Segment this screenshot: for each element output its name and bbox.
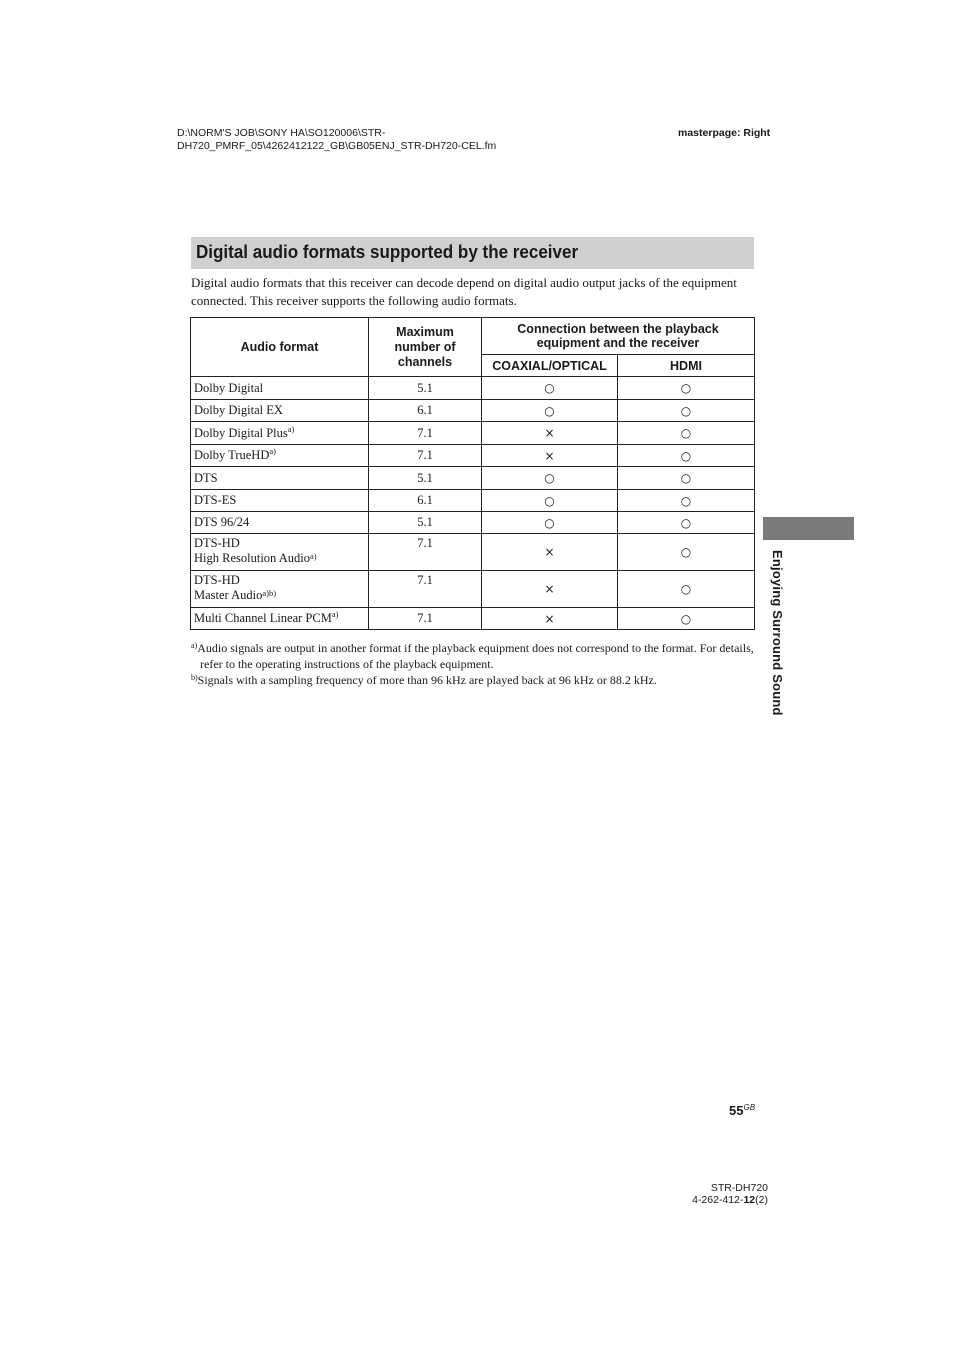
hdmi-support: ○: [618, 512, 755, 534]
header-hdmi: HDMI: [618, 355, 755, 377]
channels-cell: 5.1: [369, 377, 482, 400]
audio-formats-table: [190, 317, 755, 630]
header-connection-text: Connection between the playback equipment and the receiver: [517, 322, 719, 350]
table-row: [191, 422, 755, 445]
channels-cell: 7.1: [369, 445, 482, 467]
channels-cell: 5.1: [369, 467, 482, 490]
table-row: [191, 400, 755, 422]
file-path-line-2: DH720_PMRF_05\4262412122_GB\GB05ENJ_STR-DH720-CEL.fm: [177, 139, 497, 152]
coaxial-support: ×: [482, 422, 618, 445]
coaxial-support: ○: [482, 400, 618, 422]
section-banner: [191, 237, 754, 269]
format-cell: [191, 445, 369, 467]
footnote-a: [191, 640, 756, 672]
channels-cell: 6.1: [369, 400, 482, 422]
hdmi-support: ○: [618, 490, 755, 512]
header-max-channels-text: Maximum number of channels: [394, 324, 456, 369]
footnote-ref: a): [287, 423, 295, 434]
format-name: DTS 96/24: [194, 515, 250, 529]
table-row: [191, 534, 755, 571]
footnote-text: Signals with a sampling frequency of more than 96 kHz are played back at 96 kHz or 88.2 kHz.: [197, 673, 657, 687]
footnote-mark: a): [191, 641, 198, 650]
table-row: [191, 571, 755, 608]
footer-code-bold: 12: [743, 1194, 756, 1206]
masterpage-label: masterpage: Right: [678, 127, 771, 139]
section-title: Digital audio formats supported by the receiver: [196, 241, 579, 262]
format-cell: [191, 571, 369, 608]
coaxial-support: ×: [482, 608, 618, 630]
hdmi-support: ○: [618, 608, 755, 630]
page-number-value: 55: [729, 1103, 744, 1118]
table-row: [191, 467, 755, 490]
footnote-ref: a): [331, 609, 339, 619]
coaxial-support: ○: [482, 377, 618, 400]
footnote-b: [191, 672, 756, 688]
format-name: DTS-ES: [194, 493, 237, 507]
footer-code: [640, 1194, 768, 1206]
channels-cell: 5.1: [369, 512, 482, 534]
format-cell: [191, 467, 369, 490]
table-row: [191, 608, 755, 630]
header-connection: [482, 318, 755, 355]
coaxial-support: ×: [482, 571, 618, 608]
format-name: Dolby Digital EX: [194, 403, 283, 417]
format-name: DTS: [194, 470, 218, 485]
footnote-mark: b): [191, 673, 198, 682]
page-number-suffix: GB: [743, 1103, 756, 1112]
hdmi-support: ○: [618, 422, 755, 445]
footnote-ref: a)b): [262, 588, 277, 598]
footnote-ref: a): [269, 446, 276, 456]
footnotes: [191, 640, 756, 688]
format-cell: [191, 490, 369, 512]
channels-cell: 6.1: [369, 490, 482, 512]
format-name: DTS-HD: [194, 536, 240, 550]
coaxial-support: ×: [482, 534, 618, 571]
table-row: [191, 377, 755, 400]
format-cell: [191, 400, 369, 422]
header-max-channels: [369, 318, 482, 377]
channels-cell: 7.1: [369, 571, 482, 608]
format-name: DTS-HD: [194, 573, 240, 587]
hdmi-support: ○: [618, 534, 755, 571]
chapter-tab: [763, 517, 854, 540]
channels-cell: 7.1: [369, 422, 482, 445]
channels-cell: 7.1: [369, 534, 482, 571]
hdmi-support: ○: [618, 571, 755, 608]
hdmi-support: ○: [618, 467, 755, 490]
intro-paragraph: Digital audio formats that this receiver can decode depend on digital audio output jacks of the equipment connected. This receiver supports the following audio formats.: [191, 275, 737, 308]
footer-code-suffix: (2): [755, 1194, 768, 1206]
page-number: [729, 1103, 755, 1118]
format-cell: [191, 608, 369, 630]
footnote-text: Audio signals are output in another format if the playback equipment does not correspond to the format. For details, refer to the operating instructions of the playback equipment.: [197, 641, 754, 671]
format-name-line-2: Master Audio: [194, 588, 263, 602]
format-name: Dolby Digital: [194, 380, 264, 395]
coaxial-support: ○: [482, 490, 618, 512]
format-name: Dolby Digital Plus: [194, 425, 288, 440]
format-cell: [191, 512, 369, 534]
coaxial-support: ○: [482, 512, 618, 534]
format-name: Dolby TrueHD: [194, 448, 270, 462]
coaxial-support: ×: [482, 445, 618, 467]
footer-model: STR-DH720: [710, 1182, 768, 1194]
format-name: Multi Channel Linear PCM: [194, 611, 332, 625]
hdmi-support: ○: [618, 445, 755, 467]
table-row: [191, 512, 755, 534]
file-path-line-1: D:\NORM'S JOB\SONY HA\SO120006\STR-: [177, 127, 386, 139]
footer-code-prefix: 4-262-412-: [692, 1194, 744, 1206]
hdmi-support: ○: [618, 400, 755, 422]
format-name-line-2: High Resolution Audio: [194, 551, 310, 565]
header-audio-format: Audio format: [191, 318, 369, 377]
footnote-ref: a): [309, 551, 317, 561]
format-cell: [191, 422, 369, 445]
table-row: [191, 445, 755, 467]
coaxial-support: ○: [482, 467, 618, 490]
header-coaxial-optical: COAXIAL/OPTICAL: [482, 355, 618, 377]
format-cell: [191, 534, 369, 571]
channels-cell: 7.1: [369, 608, 482, 630]
hdmi-support: ○: [618, 377, 755, 400]
format-cell: [191, 377, 369, 400]
table-row: [191, 490, 755, 512]
chapter-label: Enjoying Surround Sound: [770, 550, 785, 716]
file-path-header: [177, 127, 597, 152]
